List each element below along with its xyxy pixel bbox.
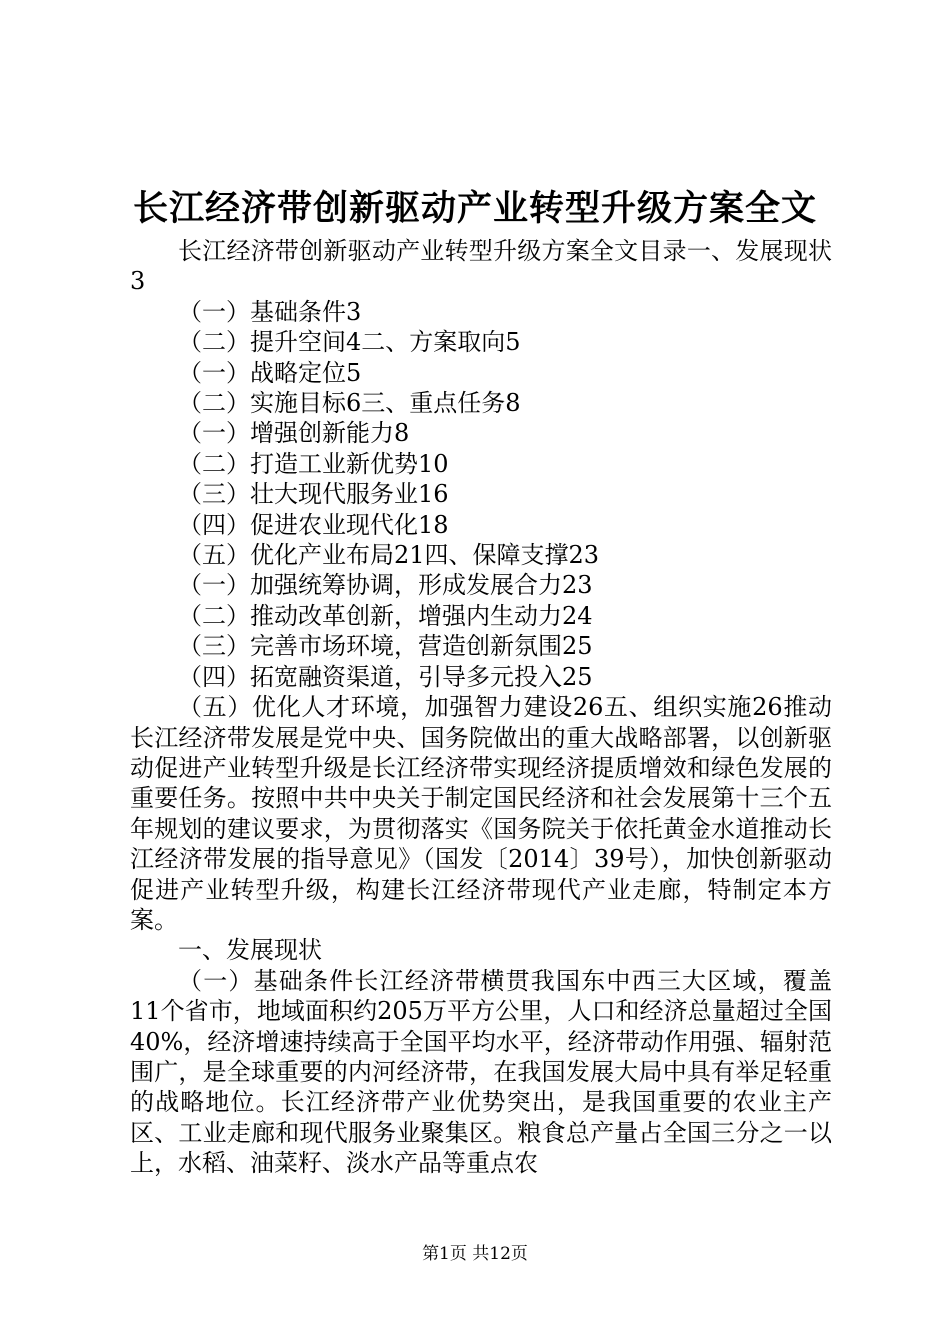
body-paragraph: （一）基础条件长江经济带横贯我国东中西三大区域，覆盖11个省市，地域面积约205万平方公里，人口和经济总量超过全国40%，经济增速持续高于全国平均水平，经济带动作用强、辐射范围广，是全球重要的内河经济带，在我国发展大局中具有举足轻重的战略地位。长江经济带产业优势突出，是我国重要的农业主产区、工业走廊和现代服务业聚集区。粮食总产量占全国三分之一以上，水稻、油菜籽、淡水产品等重点农 [130,966,832,1178]
toc-item: （四）拓宽融资渠道，引导多元投入25 [178,662,593,691]
toc-item: （三）完善市场环境，营造创新氛围25 [178,632,593,661]
toc-item: （二）提升空间4二、方案取向5 [178,328,521,357]
toc-item: （二）推动改革创新，增强内生动力24 [178,601,593,630]
toc-item: （三）壮大现代服务业16 [178,480,449,509]
document-body [130,236,832,1179]
toc-item: （一）加强统筹协调，形成发展合力23 [178,571,593,600]
toc-item: （五）优化产业布局21四、保障支撑23 [178,541,600,570]
body-paragraph: （五）优化人才环境，加强智力建设26五、组织实施26推动长江经济带发展是党中央、国务院做出的重大战略部署，以创新驱动促进产业转型升级是长江经济带实现经济提质增效和绿色发展的重要任务。按照中共中央关于制定国民经济和社会发展第十三个五年规划的建议要求，为贯彻落实《国务院关于依托黄金水道推动长江经济带发展的指导意见》（国发〔2014〕39号），加快创新驱动促进产业转型升级，构建长江经济带现代产业走廊，特制定本方案。 [130,693,832,934]
toc-item: （二）实施目标6三、重点任务8 [178,389,521,418]
toc-item: （二）打造工业新优势10 [178,449,449,478]
table-of-contents [130,297,832,692]
toc-item: （一）战略定位5 [178,358,362,387]
toc-item: （一）基础条件3 [178,297,362,326]
section-heading: 一、发展现状 [178,936,322,965]
toc-item: （一）增强创新能力8 [178,419,410,448]
page-footer: 第1页 共12页 [422,1244,528,1264]
document-title: 长江经济带创新驱动产业转型升级方案全文 [132,188,817,229]
intro-paragraph: 长江经济带创新驱动产业转型升级方案全文目录一、发展现状3 [130,237,832,296]
toc-item: （四）促进农业现代化18 [178,510,449,539]
